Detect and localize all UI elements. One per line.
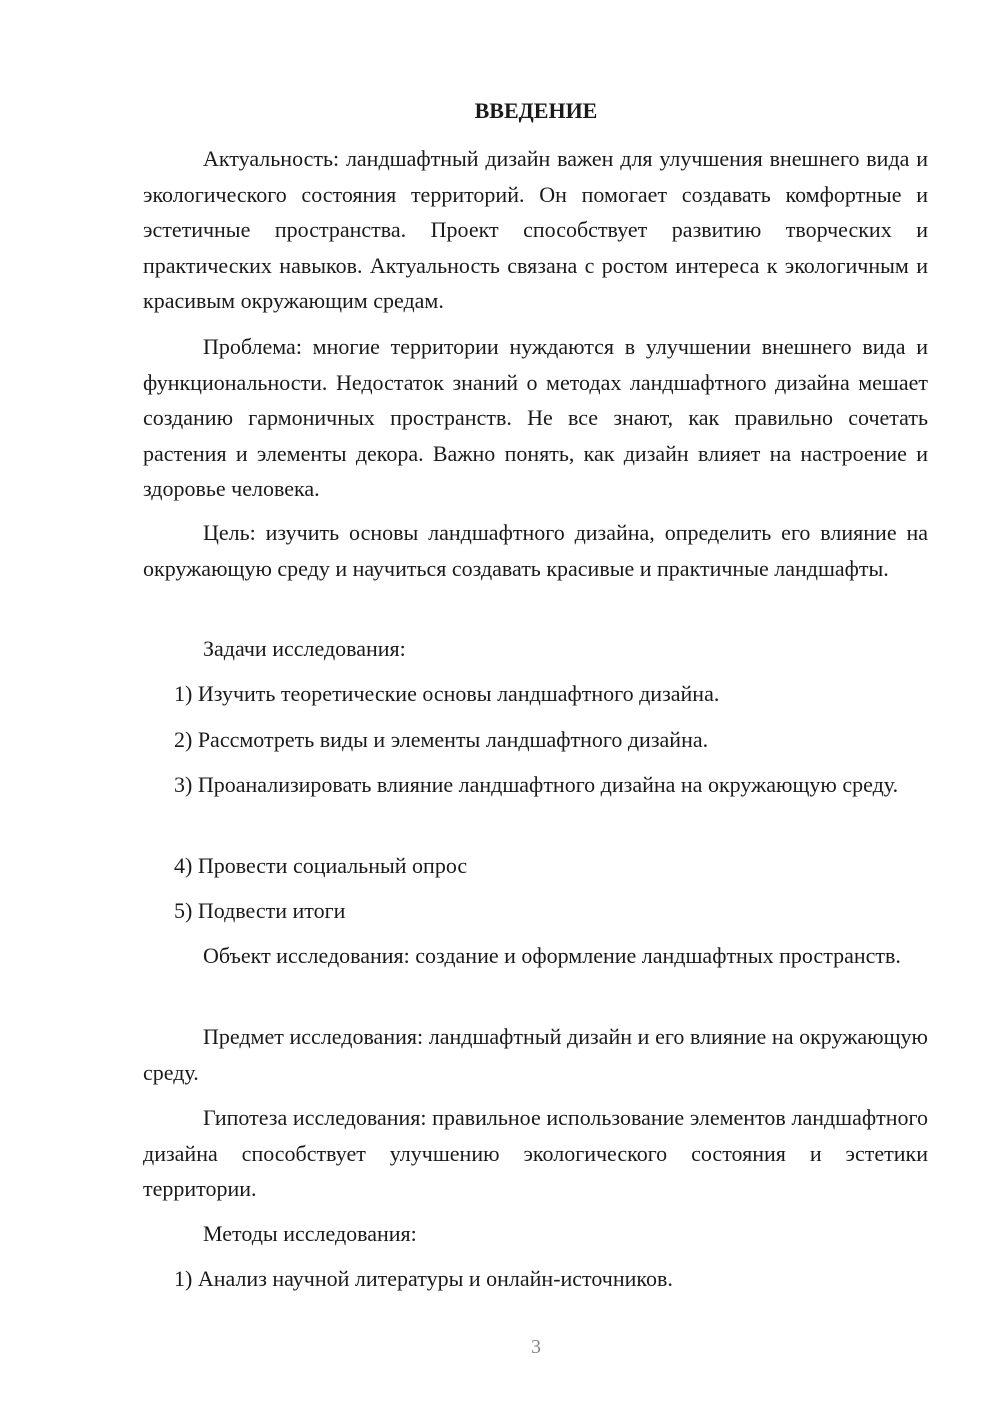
task-item: 1) Изучить теоретические основы ландшафтного дизайна. [174, 681, 720, 706]
paragraph-relevance: Актуальность: ландшафтный дизайн важен для улучшения внешнего вида и экологического состояния территорий. Он помогает создавать комфортные и эстетичные пространства. Проект способствует развитию творческих и практических навыков. Актуальность связана с ростом интереса к экологичным и красивым окружающим средам. [143, 146, 928, 313]
paragraph-problem: Проблема: многие территории нуждаются в улучшении внешнего вида и функциональности. Недостаток знаний о методах ландшафтного дизайна мешает созданию гармоничных пространств. Не все знают, как правильно сочетать растения и элементы декора. Важно понять, как дизайн влияет на настроение и здоровье человека. [143, 334, 928, 501]
tasks-heading: Задачи исследования: [203, 636, 406, 661]
page-number: 3 [531, 1336, 541, 1358]
task-item: 4) Провести социальный опрос [174, 853, 468, 878]
task-item: 2) Рассмотреть виды и элементы ландшафтного дизайна. [174, 727, 709, 752]
paragraph-object: Объект исследования: создание и оформление ландшафтных пространств. [203, 943, 901, 968]
paragraph-hypothesis: Гипотеза исследования: правильное использование элементов ландшафтного дизайна способствует улучшению экологического состояния и эстетики территории. [143, 1105, 928, 1201]
methods-heading: Методы исследования: [203, 1221, 417, 1246]
task-item: 3) Проанализировать влияние ландшафтного дизайна на окружающую среду. [174, 772, 899, 797]
method-item: 1) Анализ научной литературы и онлайн-источников. [174, 1266, 673, 1291]
task-item: 5) Подвести итоги [174, 898, 346, 923]
paragraph-subject: Предмет исследования: ландшафтный дизайн и его влияние на окружающую среду. [143, 1024, 928, 1085]
paragraph-goal: Цель: изучить основы ландшафтного дизайна, определить его влияние на окружающую среду и научиться создавать красивые и практичные ландшафты. [143, 520, 928, 581]
page-title: ВВЕДЕНИЕ [474, 98, 598, 123]
